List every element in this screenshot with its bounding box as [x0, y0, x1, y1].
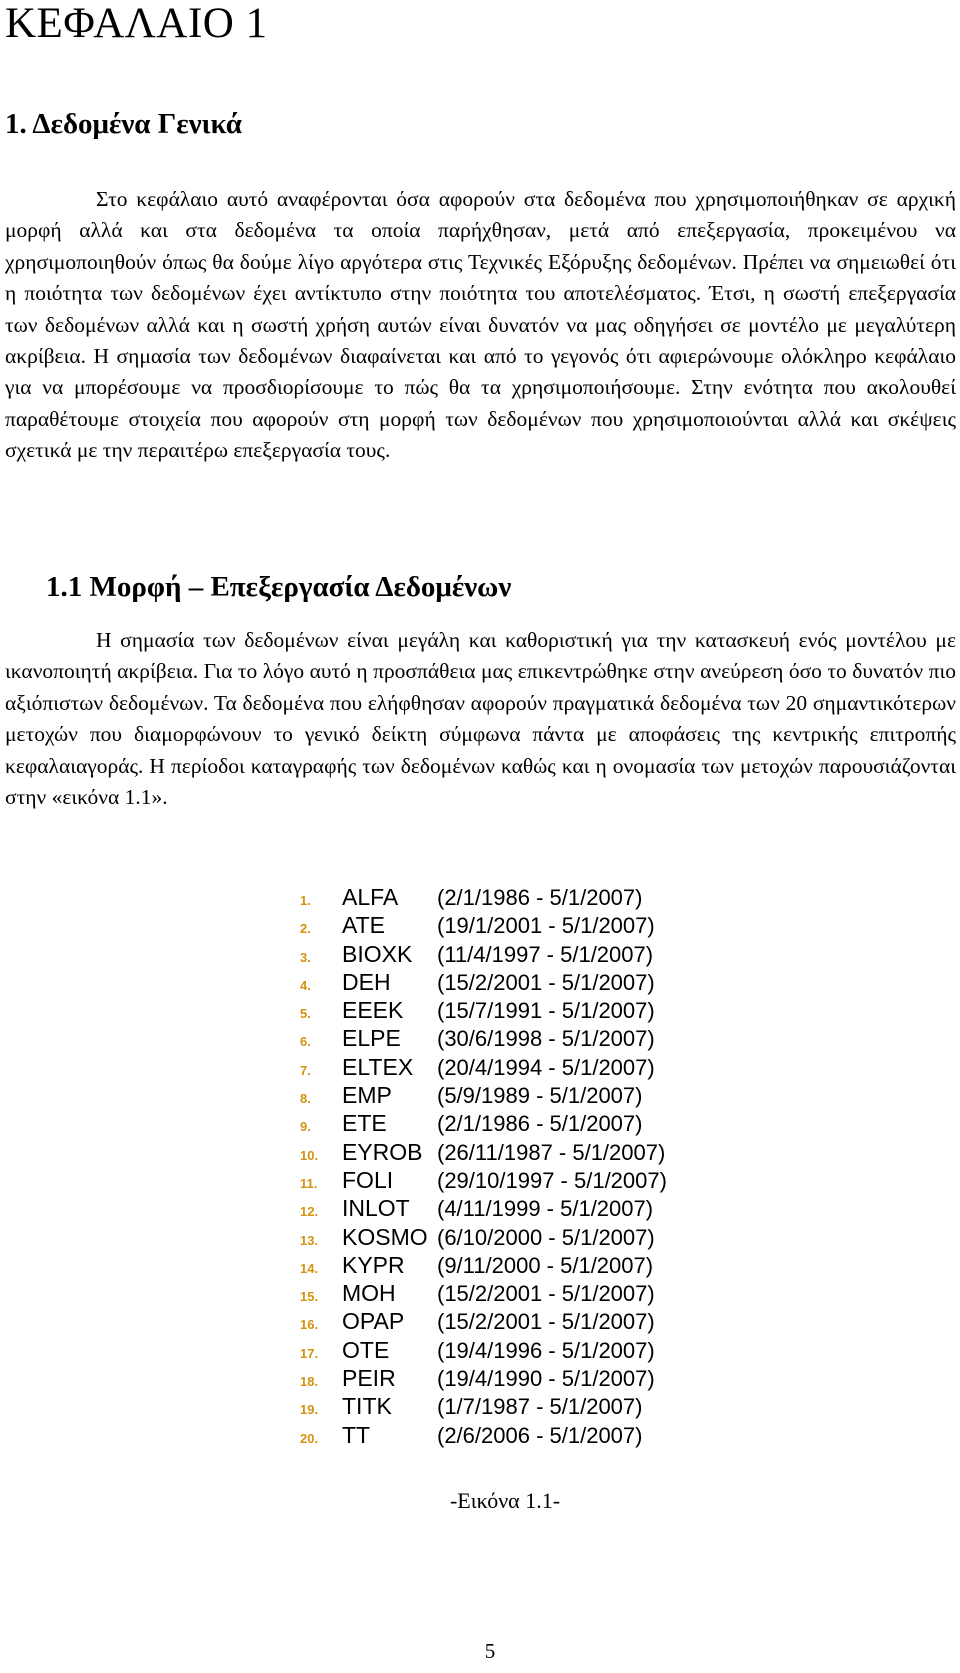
stock-date-range: (29/10/1997 - 5/1/2007)	[437, 1167, 667, 1193]
stock-list-item	[284, 1364, 700, 1392]
stock-list-item	[284, 1166, 700, 1194]
stock-list-item	[284, 1251, 700, 1279]
stock-date-range: (1/7/1987 - 5/1/2007)	[437, 1394, 643, 1420]
stock-code: ETE	[342, 1110, 387, 1137]
stock-list-number: 7.	[300, 1062, 311, 1078]
stock-code: KOSMO	[342, 1223, 428, 1250]
stock-list-number: 6.	[300, 1034, 311, 1050]
stock-code: ALFA	[342, 884, 399, 910]
stock-code: EYROB	[342, 1138, 423, 1165]
stock-list-number: 12.	[300, 1204, 319, 1220]
stock-code: ELTEX	[342, 1053, 414, 1080]
stock-list-number: 20.	[300, 1430, 319, 1446]
stock-code: BIOXK	[342, 940, 413, 967]
stock-list-item	[284, 1109, 700, 1137]
stock-date-range: (19/4/1996 - 5/1/2007)	[437, 1337, 655, 1363]
section-paragraph: Στο κεφάλαιο αυτό αναφέρονται όσα αφορούν στα δεδομένα που χρησιμοποιήθηκαν σε αρχική μορφή αλλά και στα δεδομένα τα οποία παρήχθησαν, μετά από επεξεργασία, προκειμένου να χρησιμοποιηθούν όπως θα δούμε λίγο αργότερα στις Τεχνικές Εξόρυξης δεδομένων. Πρέπει να σημειωθεί ότι η ποιότητα των δεδομένων έχει αντίκτυπο στην ποιότητα του αποτελέσματος. Έτσι, η σωστή επεξεργασία των δεδομένων αλλά και η σωστή χρήση αυτών είναι δυνατόν να μας οδηγήσει σε μοντέλο με μεγαλύτερη ακρίβεια. Η σημασία των δεδομένων διαφαίνεται και από το γεγονός ότι αφιερώνουμε ολόκληρο κεφάλαιο για να μπορέσουμε να προσδιορίσουμε το πώς θα τα χρησιμοποιήσουμε. Στην ενότητα που ακολουθεί παραθέτουμε στοιχεία που αφορούν στη μορφή των δεδομένων που χρησιμοποιούνται αλλά και σκέψεις σχετικά με την περαιτέρω επεξεργασία τους.	[5, 187, 956, 463]
stock-list-item	[284, 996, 700, 1024]
section-title: 1. Δεδομένα Γενικά	[5, 108, 242, 140]
stock-list-number: 14.	[300, 1260, 319, 1276]
stock-list-number: 19.	[300, 1402, 319, 1418]
subsection-title: 1.1 Μορφή – Επεξεργασία Δεδομένων	[46, 571, 512, 603]
stock-list-number: 11.	[300, 1175, 318, 1191]
stock-list-item	[284, 1223, 700, 1251]
stock-code: ATE	[342, 912, 386, 939]
stock-list-number: 18.	[300, 1374, 319, 1390]
stock-date-range: (5/9/1989 - 5/1/2007)	[437, 1083, 643, 1109]
stock-list-item	[284, 1421, 700, 1449]
stock-date-range: (9/11/2000 - 5/1/2007)	[437, 1252, 654, 1278]
stock-date-range: (2/1/1986 - 5/1/2007)	[437, 1111, 643, 1137]
stock-code: OPAP	[342, 1308, 405, 1335]
stock-list-item	[284, 1194, 700, 1222]
stock-date-range: (19/1/2001 - 5/1/2007)	[437, 913, 655, 939]
stock-list-item	[284, 1279, 700, 1307]
stock-date-range: (6/10/2000 - 5/1/2007)	[437, 1224, 655, 1250]
stock-date-range: (11/4/1997 - 5/1/2007)	[437, 941, 654, 967]
stock-list-number: 17.	[300, 1345, 319, 1361]
stock-code: EEEK	[342, 997, 404, 1024]
stock-list-number: 10.	[300, 1147, 319, 1163]
stock-code: MOH	[342, 1280, 396, 1307]
stock-date-range: (15/7/1991 - 5/1/2007)	[437, 998, 655, 1024]
stock-list-item	[284, 1081, 700, 1109]
stock-list-number: 9.	[300, 1119, 311, 1135]
stock-list-item	[284, 940, 700, 968]
stock-code: INLOT	[342, 1195, 410, 1222]
stock-date-range: (26/11/1987 - 5/1/2007)	[437, 1139, 666, 1165]
stock-code: PEIR	[342, 1365, 396, 1392]
stock-list-item	[284, 1336, 700, 1364]
stock-code: TITK	[342, 1393, 392, 1420]
stock-code: DEH	[342, 968, 391, 995]
stock-list-item	[284, 1053, 700, 1081]
stock-date-range: (2/6/2006 - 5/1/2007)	[437, 1422, 643, 1448]
stock-date-range: (15/2/2001 - 5/1/2007)	[437, 1281, 655, 1307]
stock-code: ELPE	[342, 1025, 401, 1052]
subsection-paragraph: Η σημασία των δεδομένων είναι μεγάλη και καθοριστική για την κατασκευή ενός μοντέλου με ικανοποιητή ακρίβεια. Για το λόγο αυτό η προσπάθεια μας επικεντρώθηκε στην ανεύρεση όσο το δυνατόν πιο αξιόπιστων δεδομένων. Τα δεδομένα που ελήφθησαν αφορούν πραγματικά δεδομένα των 20 σημαντικότερων μετοχών που διαμορφώνουν το γενικό δείκτη σύμφωνα πάντα με αποφάσεις της κεντρικής επιτροπής κεφαλαιαγοράς. Η περίοδοι καταγραφής των δεδομένων καθώς και η ονομασία των μετοχών παρουσιάζονται στην «εικόνα 1.1».	[5, 628, 956, 810]
stock-list-number: 16.	[300, 1317, 319, 1333]
stock-list-figure	[284, 883, 700, 1451]
stock-list-number: 3.	[300, 949, 311, 965]
stock-list-number: 15.	[300, 1289, 319, 1305]
stock-list-item	[284, 1138, 700, 1166]
figure-caption: -Εικόνα 1.1-	[449, 1488, 561, 1513]
stock-list-number: 13.	[300, 1232, 319, 1248]
stock-date-range: (15/2/2001 - 5/1/2007)	[437, 1309, 655, 1335]
stock-date-range: (4/11/1999 - 5/1/2007)	[437, 1196, 654, 1222]
stock-list-item	[284, 968, 700, 996]
stock-list-item	[284, 883, 700, 911]
stock-code: EMP	[342, 1082, 392, 1109]
stock-date-range: (2/1/1986 - 5/1/2007)	[437, 885, 643, 910]
stock-code: TT	[342, 1421, 371, 1448]
stock-list-item	[284, 1024, 700, 1052]
stock-date-range: (30/6/1998 - 5/1/2007)	[437, 1026, 655, 1052]
stock-date-range: (19/4/1990 - 5/1/2007)	[437, 1366, 655, 1392]
stock-list-number: 2.	[300, 921, 311, 937]
stock-list-item	[284, 911, 700, 939]
stock-list-number: 5.	[300, 1006, 311, 1022]
stock-date-range: (15/2/2001 - 5/1/2007)	[437, 969, 655, 995]
page-number: 5	[484, 1639, 496, 1663]
stock-code: FOLI	[342, 1166, 394, 1193]
stock-list-item	[284, 1307, 700, 1335]
stock-code: KYPR	[342, 1251, 405, 1278]
stock-list-number: 4.	[300, 977, 311, 993]
stock-list-number: 1.	[300, 893, 311, 908]
stock-list-number: 8.	[300, 1091, 311, 1107]
stock-date-range: (20/4/1994 - 5/1/2007)	[437, 1054, 655, 1080]
stock-list-item	[284, 1392, 700, 1420]
chapter-title: ΚΕΦΑΛΑΙΟ 1	[5, 0, 268, 47]
stock-code: OTE	[342, 1336, 390, 1363]
